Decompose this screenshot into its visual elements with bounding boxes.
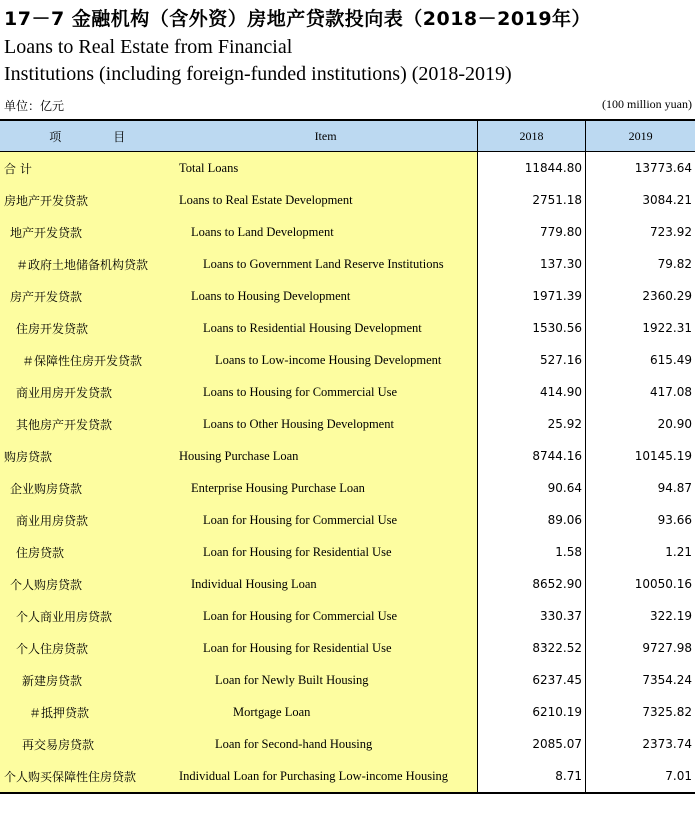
row-label-en: Loan for Housing for Commercial Use xyxy=(203,512,398,527)
value-2019: 10145.19 xyxy=(634,449,692,463)
value-2019: 93.66 xyxy=(657,513,692,527)
row-label-cn: 购房贷款 xyxy=(4,449,53,464)
table-row-label xyxy=(0,760,477,792)
table-row-values xyxy=(478,408,695,440)
value-2018: 1971.39 xyxy=(478,280,586,312)
header-year-2018: 2018 xyxy=(478,121,587,151)
table-row-values xyxy=(478,280,695,312)
value-2019: 94.87 xyxy=(657,481,692,495)
table-row-values xyxy=(478,312,695,344)
row-label-cn: 个人住房贷款 xyxy=(16,641,89,656)
table-header xyxy=(0,121,695,152)
value-2019: 1.21 xyxy=(665,545,692,559)
row-label-en: Loan for Housing for Residential Use xyxy=(203,640,392,655)
table-row-label xyxy=(0,632,477,664)
table-row-values xyxy=(478,760,695,792)
row-label-en: Loans to Land Development xyxy=(191,224,334,239)
row-label-cn: 房产开发贷款 xyxy=(10,289,83,304)
row-label-en: Loans to Low-income Housing Development xyxy=(215,352,442,367)
page-title-en-line2: Institutions (including foreign-funded institutions) (2018-2019) xyxy=(4,63,512,85)
value-2018: 8744.16 xyxy=(478,440,586,472)
table-row-values xyxy=(478,536,695,568)
header-item-en: Item xyxy=(175,121,478,151)
row-label-cn: 房地产开发贷款 xyxy=(4,193,89,208)
value-2019: 723.92 xyxy=(650,225,692,239)
table-row-label xyxy=(0,184,477,216)
row-label-en: Housing Purchase Loan xyxy=(179,448,299,463)
row-label-cn: 商业用房贷款 xyxy=(16,513,89,528)
row-label-en: Loans to Housing Development xyxy=(191,288,351,303)
table-row-values xyxy=(478,568,695,600)
table-row-label xyxy=(0,568,477,600)
row-label-en: Loan for Newly Built Housing xyxy=(215,672,369,687)
table-row-label xyxy=(0,408,477,440)
table-row-values xyxy=(478,600,695,632)
table-row-label xyxy=(0,696,477,728)
row-label-cn: 住房开发贷款 xyxy=(16,321,89,336)
value-2019: 2373.74 xyxy=(642,737,692,751)
row-label-cn: 合 计 xyxy=(4,161,32,176)
row-label-en: Individual Loan for Purchasing Low-income Housing xyxy=(179,768,449,783)
row-label-cn: 新建房贷款 xyxy=(22,673,83,688)
row-label-en: Loan for Housing for Residential Use xyxy=(203,544,392,559)
row-label-cn: 企业购房贷款 xyxy=(10,481,83,496)
value-2018: 527.16 xyxy=(478,344,586,376)
row-label-cn: ＃政府土地储备机构贷款 xyxy=(16,257,149,272)
unit-label-en: (100 million yuan) xyxy=(602,97,692,111)
table-row-values xyxy=(478,152,695,184)
row-label-en: Loans to Housing for Commercial Use xyxy=(203,384,398,399)
table-row-values xyxy=(478,728,695,760)
row-label-cn: 个人购房贷款 xyxy=(10,577,83,592)
row-label-en: Enterprise Housing Purchase Loan xyxy=(191,480,365,495)
value-2018: 2085.07 xyxy=(478,728,586,760)
value-2018: 137.30 xyxy=(478,248,586,280)
header-item-cn-2: 目 xyxy=(113,129,126,144)
table-row-label xyxy=(0,248,477,280)
value-2019: 1922.31 xyxy=(642,321,692,335)
value-2019: 417.08 xyxy=(650,385,692,399)
table-row-values xyxy=(478,472,695,504)
value-2019: 7354.24 xyxy=(642,673,692,687)
value-2019: 2360.29 xyxy=(642,289,692,303)
table-row-values xyxy=(478,344,695,376)
unit-label-cn: 单位：亿元 xyxy=(4,99,65,113)
value-2019: 20.90 xyxy=(657,417,692,431)
header-year-2019: 2019 xyxy=(628,128,653,143)
value-2018: 2751.18 xyxy=(478,184,586,216)
row-label-cn: 其他房产开发贷款 xyxy=(16,417,113,432)
row-label-cn: ＃保障性住房开发贷款 xyxy=(22,353,143,368)
page-title-en-line1: Loans to Real Estate from Financial xyxy=(4,36,293,58)
value-2018: 8.71 xyxy=(478,760,586,792)
row-label-cn: 再交易房贷款 xyxy=(22,737,95,752)
table-row-label xyxy=(0,216,477,248)
value-2018: 89.06 xyxy=(478,504,586,536)
row-label-en: Loans to Government Land Reserve Institutions xyxy=(203,256,444,271)
value-2018: 8322.52 xyxy=(478,632,586,664)
value-2019: 13773.64 xyxy=(634,161,692,175)
row-label-cn: 地产开发贷款 xyxy=(10,225,83,240)
value-2018: 25.92 xyxy=(478,408,586,440)
table-row-label xyxy=(0,440,477,472)
table-row-values xyxy=(478,440,695,472)
header-item-cn xyxy=(0,121,175,151)
row-label-en: Loans to Residential Housing Development xyxy=(203,320,422,335)
table-row-label xyxy=(0,280,477,312)
table-row-label xyxy=(0,472,477,504)
table-row-values xyxy=(478,184,695,216)
row-label-cn: 个人商业用房贷款 xyxy=(16,609,113,624)
row-label-en: Mortgage Loan xyxy=(233,704,311,719)
table-row-values xyxy=(478,504,695,536)
table-row-values xyxy=(478,632,695,664)
value-2018: 6210.19 xyxy=(478,696,586,728)
row-label-en: Loans to Other Housing Development xyxy=(203,416,394,431)
table-row-label xyxy=(0,600,477,632)
value-2019: 615.49 xyxy=(650,353,692,367)
value-columns xyxy=(478,152,695,792)
value-2019: 322.19 xyxy=(650,609,692,623)
table-row-label xyxy=(0,728,477,760)
page-title-cn: 17－7 金融机构（含外资）房地产贷款投向表（2018－2019年） xyxy=(4,8,592,30)
row-label-en: Loan for Housing for Commercial Use xyxy=(203,608,398,623)
table-row-label xyxy=(0,344,477,376)
row-label-cn: ＃抵押贷款 xyxy=(29,705,90,720)
table-row-label xyxy=(0,152,477,184)
row-label-cn: 住房贷款 xyxy=(16,545,65,560)
table-row-values xyxy=(478,248,695,280)
value-2018: 414.90 xyxy=(478,376,586,408)
table-row-label xyxy=(0,376,477,408)
table-row-label xyxy=(0,504,477,536)
row-label-en: Loan for Second-hand Housing xyxy=(215,736,373,751)
table-body xyxy=(0,152,695,792)
table-row-values xyxy=(478,216,695,248)
table-row-values xyxy=(478,376,695,408)
value-2018: 330.37 xyxy=(478,600,586,632)
row-label-en: Individual Housing Loan xyxy=(191,576,317,591)
value-2018: 1530.56 xyxy=(478,312,586,344)
table-row-label xyxy=(0,312,477,344)
value-2018: 11844.80 xyxy=(478,152,586,184)
value-2018: 1.58 xyxy=(478,536,586,568)
value-2018: 6237.45 xyxy=(478,664,586,696)
value-2019: 7.01 xyxy=(665,769,692,783)
value-2019: 9727.98 xyxy=(642,641,692,655)
value-2018: 779.80 xyxy=(478,216,586,248)
item-column xyxy=(0,152,478,792)
value-2019: 10050.16 xyxy=(634,577,692,591)
table-row-values xyxy=(478,664,695,696)
row-label-en: Loans to Real Estate Development xyxy=(179,192,353,207)
value-2019: 3084.21 xyxy=(642,193,692,207)
table-row-label xyxy=(0,664,477,696)
value-2019: 79.82 xyxy=(657,257,692,271)
row-label-cn: 商业用房开发贷款 xyxy=(16,385,113,400)
row-label-cn: 个人购买保障性住房贷款 xyxy=(4,769,137,784)
table-row-label xyxy=(0,536,477,568)
table-row-values xyxy=(478,696,695,728)
header-item-cn-1: 项 xyxy=(49,129,62,144)
value-2018: 8652.90 xyxy=(478,568,586,600)
value-2019: 7325.82 xyxy=(642,705,692,719)
value-2018: 90.64 xyxy=(478,472,586,504)
loans-table xyxy=(0,119,695,794)
row-label-en: Total Loans xyxy=(179,160,239,175)
